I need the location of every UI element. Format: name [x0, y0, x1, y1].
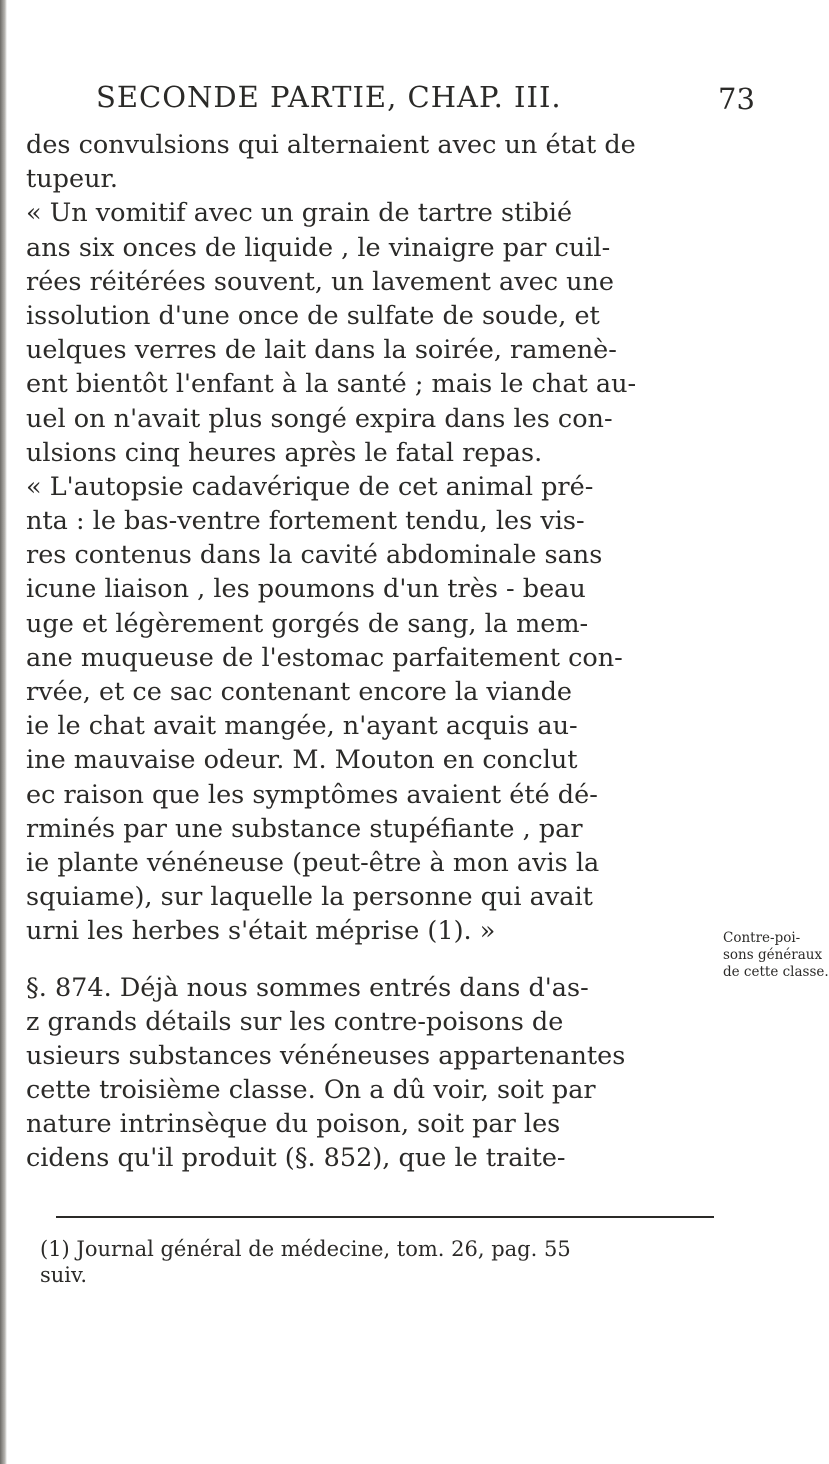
- margin-note-line: de cette classe.: [723, 964, 829, 980]
- text-line: ent bientôt l'enfant à la santé ; mais le chat au-: [26, 369, 637, 400]
- footnote: [40, 1236, 720, 1288]
- text-line: tupeur.: [26, 164, 119, 195]
- margin-note-line: sons généraux: [723, 947, 823, 963]
- text-line: cette troisième classe. On a dû voir, soit par: [26, 1075, 596, 1106]
- text-line: z grands détails sur les contre-poisons de: [26, 1006, 564, 1037]
- text-line: ec raison que les symptômes avaient été dé-: [26, 779, 598, 810]
- text-line: « Un vomitif avec un grain de tartre stibié: [26, 198, 573, 229]
- text-line: issolution d'une once de sulfate de soude, et: [26, 300, 600, 331]
- text-line: nature intrinsèque du poison, soit par les: [26, 1109, 561, 1140]
- text-line: usieurs substances vénéneuses appartenantes: [26, 1040, 626, 1071]
- text-line: nta : le bas-ventre fortement tendu, les vis-: [26, 506, 585, 537]
- body-text: [26, 128, 716, 1176]
- text-line: « L'autopsie cadavérique de cet animal pré-: [26, 471, 594, 502]
- text-line: ine mauvaise odeur. M. Mouton en conclut: [26, 745, 578, 776]
- page-number: 73: [718, 82, 755, 116]
- text-line: ie le chat avait mangée, n'ayant acquis au-: [26, 711, 578, 742]
- margin-note: [723, 930, 829, 981]
- footnote-rule: [56, 1216, 714, 1218]
- footnote-line: (1) Journal général de médecine, tom. 26, pag. 55: [40, 1237, 571, 1261]
- text-line: res contenus dans la cavité abdominale sans: [26, 540, 603, 571]
- footnote-line: suiv.: [40, 1263, 88, 1287]
- text-line: squiame), sur laquelle la personne qui avait: [26, 882, 593, 913]
- text-line: ans six onces de liquide , le vinaigre par cuil-: [26, 232, 611, 263]
- text-line: ulsions cinq heures après le fatal repas.: [26, 437, 543, 468]
- margin-note-line: Contre-poi-: [723, 930, 801, 946]
- text-line: uel on n'avait plus songé expira dans les con-: [26, 403, 613, 434]
- running-title: SECONDE PARTIE, CHAP. III.: [96, 80, 562, 114]
- text-line: rvée, et ce sac contenant encore la viande: [26, 677, 572, 707]
- text-line: urni les herbes s'était méprise (1). »: [26, 916, 496, 947]
- text-line: des convulsions qui alternaient avec un état de: [26, 130, 636, 160]
- text-line: rminés par une substance stupéfiante , par: [26, 813, 583, 844]
- text-line: rées réitérées souvent, un lavement avec une: [26, 266, 615, 297]
- text-line: icune liaison , les poumons d'un très - beau: [26, 574, 586, 605]
- section-874-first-line: §. 874. Déjà nous sommes entrés dans d'as-: [26, 972, 589, 1003]
- text-line: ane muqueuse de l'estomac parfaitement con-: [26, 642, 623, 673]
- text-line: cidens qu'il produit (§. 852), que le traite-: [26, 1143, 566, 1174]
- text-line: uelques verres de lait dans la soirée, ramenè-: [26, 335, 617, 366]
- text-line: ie plante vénéneuse (peut-être à mon avis la: [26, 847, 600, 878]
- text-line: uge et légèrement gorgés de sang, la mem-: [26, 608, 589, 639]
- running-head: [0, 80, 800, 120]
